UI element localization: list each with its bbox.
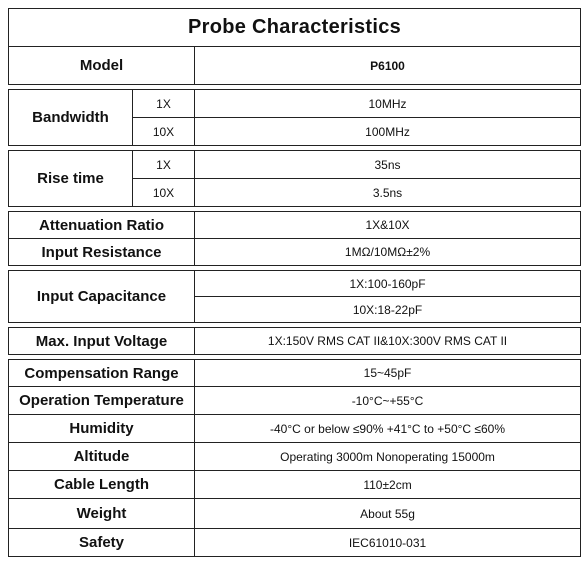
humidity-label: Humidity	[9, 415, 195, 443]
model-value: P6100	[195, 47, 581, 85]
bandwidth-row-1x	[9, 90, 581, 118]
rise-time-label: Rise time	[9, 151, 133, 207]
bandwidth-setting-10x: 10X	[133, 118, 195, 146]
humidity-value: -40°C or below ≤90% +41°C to +50°C ≤60%	[195, 415, 581, 443]
title-row	[9, 9, 581, 47]
weight-label: Weight	[9, 499, 195, 529]
operation-temperature-value: -10°C~+55°C	[195, 387, 581, 415]
table-title: Probe Characteristics	[9, 9, 581, 47]
compensation-range-row	[9, 360, 581, 387]
max-input-voltage-label: Max. Input Voltage	[9, 328, 195, 355]
model-row	[9, 47, 581, 85]
rise-time-value-1x: 35ns	[195, 151, 581, 179]
compensation-range-value: 15~45pF	[195, 360, 581, 387]
weight-value: About 55g	[195, 499, 581, 529]
rise-time-value-10x: 3.5ns	[195, 179, 581, 207]
input-resistance-value: 1MΩ/10MΩ±2%	[195, 239, 581, 266]
cable-length-value: 110±2cm	[195, 471, 581, 499]
rise-time-setting-1x: 1X	[133, 151, 195, 179]
rise-time-row-1x	[9, 151, 581, 179]
safety-label: Safety	[9, 529, 195, 557]
safety-row	[9, 529, 581, 557]
bandwidth-label: Bandwidth	[9, 90, 133, 146]
max-input-voltage-row	[9, 328, 581, 355]
altitude-row	[9, 443, 581, 471]
input-capacitance-value-10x: 10X:18-22pF	[195, 297, 581, 323]
bandwidth-value-10x: 100MHz	[195, 118, 581, 146]
safety-value: IEC61010-031	[195, 529, 581, 557]
input-resistance-row	[9, 239, 581, 266]
input-capacitance-label: Input Capacitance	[9, 271, 195, 323]
input-capacitance-row-1x	[9, 271, 581, 297]
input-capacitance-value-1x: 1X:100-160pF	[195, 271, 581, 297]
input-resistance-label: Input Resistance	[9, 239, 195, 266]
operation-temperature-row	[9, 387, 581, 415]
bandwidth-setting-1x: 1X	[133, 90, 195, 118]
weight-row	[9, 499, 581, 529]
max-input-voltage-value: 1X:150V RMS CAT II&10X:300V RMS CAT II	[195, 328, 581, 355]
probe-characteristics-table	[8, 8, 581, 557]
attenuation-ratio-label: Attenuation Ratio	[9, 212, 195, 239]
compensation-range-label: Compensation Range	[9, 360, 195, 387]
bandwidth-value-1x: 10MHz	[195, 90, 581, 118]
rise-time-setting-10x: 10X	[133, 179, 195, 207]
cable-length-row	[9, 471, 581, 499]
model-label: Model	[9, 47, 195, 85]
humidity-row	[9, 415, 581, 443]
attenuation-ratio-row	[9, 212, 581, 239]
cable-length-label: Cable Length	[9, 471, 195, 499]
altitude-label: Altitude	[9, 443, 195, 471]
operation-temperature-label: Operation Temperature	[9, 387, 195, 415]
altitude-value: Operating 3000m Nonoperating 15000m	[195, 443, 581, 471]
attenuation-ratio-value: 1X&10X	[195, 212, 581, 239]
